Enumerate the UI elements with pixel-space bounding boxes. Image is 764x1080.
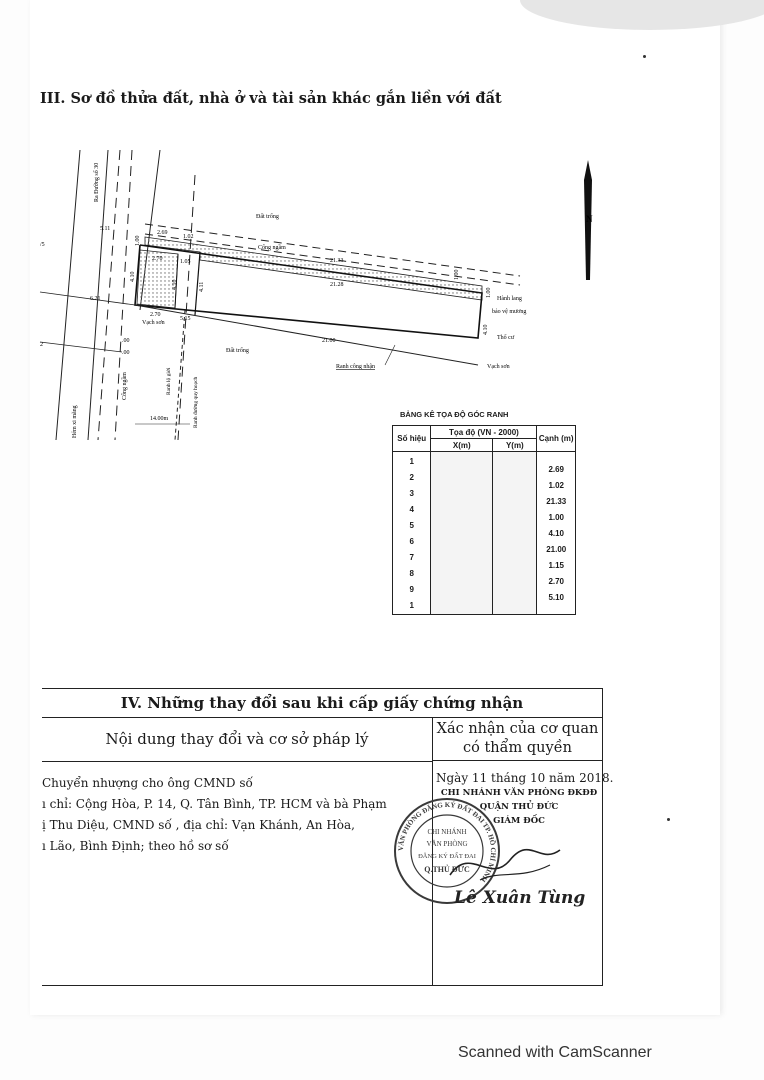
dim-label: 4.10 [172, 279, 178, 290]
content-line: ı Lão, Bình Định; theo hồ sơ số [42, 839, 229, 853]
speck [643, 55, 646, 58]
edges-column [537, 452, 576, 615]
map-label: /5 [40, 242, 45, 248]
edge-length: 5.10 [548, 593, 565, 602]
coord-table-title: BẢNG KÊ TỌA ĐỘ GÓC RANH [400, 410, 509, 419]
edge-length: 4.10 [548, 529, 565, 538]
edge-length: 21.00 [546, 545, 567, 554]
point-id: 4 [409, 505, 414, 514]
th-x: X(m) [431, 439, 493, 452]
dim-label: 4.11 [199, 281, 205, 292]
speck [667, 818, 670, 821]
section4-title: IV. Những thay đổi sau khi cấp giấy chứng nhận [42, 689, 602, 718]
dim-label: .00 [122, 350, 130, 356]
dim-label: 1.02 [183, 234, 194, 240]
dim-label: 21.28 [330, 282, 344, 288]
point-id: 6 [409, 537, 414, 546]
svg-text:ĐĂNG KÝ ĐẤT ĐAI: ĐĂNG KÝ ĐẤT ĐAI [418, 853, 476, 860]
hatched-strip [145, 237, 482, 300]
dim-label: 6.21 [90, 296, 101, 302]
parcel-line [40, 342, 122, 352]
edge-length: 1.00 [548, 513, 565, 522]
dim-label: 1.05 [180, 259, 191, 265]
point-id: 2 [409, 473, 414, 482]
content-line: ı chỉ: Cộng Hòa, P. 14, Q. Tân Bình, TP. HCM và bà Phạm [42, 797, 387, 811]
th-so-hieu: Số hiệu [393, 426, 431, 452]
dim-label: 1.00 [135, 235, 141, 246]
col-right-header-line2: có thẩm quyền [463, 740, 572, 756]
point-id: 9 [409, 585, 414, 594]
svg-text:N: N [586, 214, 593, 224]
map-label: Ranh lộ giới [166, 367, 172, 395]
map-label: 14.00m [150, 416, 169, 422]
dim-label: 21.00 [322, 338, 336, 344]
dim-label: 1.00 [486, 287, 492, 298]
col-right-header [433, 717, 602, 761]
content-line: ị Thu Diệu, CMND số , địa chỉ: Vạn Khánh, An Hòa, [42, 818, 355, 832]
content-line: Chuyển nhượng cho ông CMND số [42, 776, 253, 790]
point-id: 8 [409, 569, 414, 578]
map-label: Vạch sơn [487, 364, 510, 370]
coord-table [392, 425, 576, 615]
point-id: 1 [409, 457, 414, 466]
dim-label: 2.69 [157, 230, 168, 236]
edge-length: 1.02 [548, 481, 565, 490]
map-label: Thổ cư [497, 335, 515, 341]
map-label: Vạch sơn [142, 320, 165, 326]
bottom-boundary [135, 305, 478, 365]
map-label: Ranh đường quy hoạch [193, 376, 199, 428]
svg-text:CHI NHÁNH: CHI NHÁNH [427, 828, 467, 836]
col-left-header: Nội dung thay đổi và cơ sở pháp lý [42, 717, 432, 762]
edge-length: 21.33 [546, 497, 567, 506]
boundary-dashed-line [175, 310, 185, 440]
map-label: Đất trống [226, 348, 249, 354]
point-id: 1 [409, 601, 414, 610]
dim-label: 21.33 [330, 258, 344, 264]
map-label: Ra Đường số 30 [94, 162, 100, 202]
x-values-redacted [431, 452, 493, 615]
edge-length: 2.70 [548, 577, 565, 586]
signer-name: Lê Xuân Tùng [454, 888, 586, 908]
org-line: CHI NHÁNH VĂN PHÒNG ĐKĐĐ [440, 788, 598, 798]
map-label: 2 [40, 342, 43, 348]
north-arrow-icon [584, 160, 593, 280]
y-values-redacted [493, 452, 537, 615]
point-id: 7 [409, 553, 414, 562]
dim-label: 5.11 [100, 226, 111, 232]
svg-text:VĂN PHÒNG: VĂN PHÒNG [426, 840, 468, 848]
camscanner-watermark: Scanned with CamScanner [458, 1044, 652, 1061]
change-content [42, 773, 430, 857]
edge-length: 2.69 [548, 465, 565, 474]
org-line: QUẬN THỦ ĐỨC [479, 802, 559, 812]
col-right-header-line1: Xác nhận của cơ quan [436, 721, 599, 737]
dim-label: 4.10 [130, 271, 136, 282]
map-label: Cống ngầm [122, 372, 128, 400]
parcel-map [0, 0, 764, 450]
th-y: Y(m) [493, 439, 537, 452]
dim-label: 2.70 [150, 312, 161, 318]
parcel-line [40, 292, 135, 305]
svg-text:Q.THỦ ĐỨC: Q.THỦ ĐỨC [424, 865, 470, 874]
point-id: 3 [409, 489, 414, 498]
road-dashed-line [98, 150, 120, 440]
dim-label: 4.10 [483, 324, 489, 335]
map-label: Đất trống [256, 214, 279, 220]
map-label: Hành lang [497, 296, 522, 302]
th-toa-do: Tọa độ (VN - 2000) [431, 426, 537, 439]
map-label: Ranh công nhận [336, 364, 375, 370]
th-canh: Cạnh (m) [537, 426, 576, 452]
dim-label: 2.70 [152, 256, 163, 262]
edge-length: 1.15 [548, 561, 565, 570]
points-column [393, 452, 431, 615]
svg-text:VĂN PHÒNG ĐĂNG KÝ ĐẤT ĐAI TP.: VĂN PHÒNG ĐĂNG KÝ ĐẤT ĐAI TP. HỒ CHÍ MINH [396, 800, 498, 884]
leader-line [385, 345, 395, 365]
dim-label: .00 [122, 338, 130, 344]
org-line: GIÁM ĐỐC [493, 816, 545, 826]
signature-scribble [440, 835, 570, 895]
point-id: 5 [409, 521, 414, 530]
map-label: bảo vệ mương [492, 309, 527, 315]
dim-label: 5.15 [180, 316, 191, 322]
map-label: Cống ngầm [258, 245, 286, 251]
certification-date: Ngày 11 tháng 10 năm 2018. [436, 771, 614, 785]
map-label: Hẻm xi măng [72, 405, 78, 438]
section3-title: III. Sơ đồ thửa đất, nhà ở và tài sản khác gắn liền với đất [40, 90, 502, 107]
dim-label: 1.00 [454, 269, 460, 280]
